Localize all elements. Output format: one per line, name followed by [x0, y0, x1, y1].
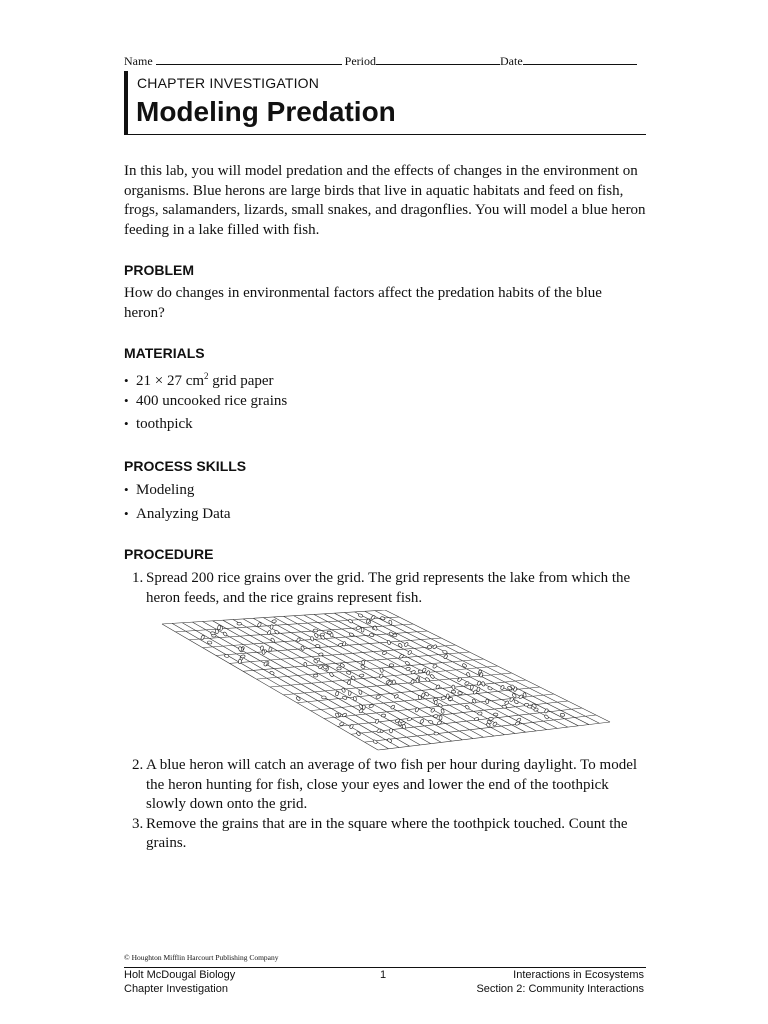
chapter-label: CHAPTER INVESTIGATION [137, 75, 320, 91]
rice-grain [338, 643, 343, 647]
rice-grain [518, 694, 523, 699]
rice-grid-illustration [160, 610, 612, 752]
rice-grain [394, 694, 399, 699]
student-info-line [124, 53, 637, 69]
rice-grain [335, 691, 339, 696]
rice-grain [301, 646, 305, 651]
intro-paragraph: In this lab, you will model predation and the effects of changes in the environment on organisms. Blue herons are large birds that live in aquatic habitats and feed on fish, frogs, salamanders, lizards, small snakes, and dragonflies. You will model a blue heron feeding in a lake filled with fish. [124, 163, 646, 238]
rice-grain [296, 696, 301, 701]
list-item: • toothpick [124, 414, 287, 438]
rice-grain [310, 636, 314, 641]
period-blank[interactable] [376, 53, 500, 65]
title-block [124, 71, 646, 135]
rice-grain [410, 679, 414, 684]
name-blank[interactable] [156, 53, 342, 65]
material-text: grid paper [208, 373, 274, 389]
rice-grain [387, 640, 391, 645]
rice-grain [390, 728, 393, 732]
rice-grain [371, 615, 376, 620]
material-superscript: 2 [204, 371, 209, 381]
rice-grain [477, 681, 481, 686]
rice-grain [381, 714, 386, 717]
grid-line [176, 617, 400, 632]
rice-grain [428, 720, 433, 724]
rice-grain [452, 685, 456, 690]
material-text: 21 × 27 cm [136, 373, 205, 389]
procedure-steps-continued [124, 756, 646, 854]
rice-grain [223, 631, 228, 636]
rice-grain [441, 709, 445, 714]
rice-grain [427, 646, 432, 649]
rice-grain [451, 690, 456, 693]
book-title: Holt McDougal Biology [124, 969, 236, 981]
rice-grain [458, 691, 463, 694]
rice-grain [348, 619, 353, 624]
rice-grain [442, 650, 447, 654]
step-number: 2. [132, 757, 144, 773]
rice-grain [434, 732, 438, 735]
rice-grain [487, 686, 492, 690]
rice-grain [446, 694, 449, 699]
rice-grain [481, 681, 485, 686]
rice-grain [362, 660, 365, 664]
procedure-steps [124, 569, 646, 608]
procedure-step [124, 815, 646, 854]
rice-grain [314, 633, 319, 638]
list-item: • Analyzing Data [124, 504, 231, 528]
rice-grain [515, 721, 520, 726]
rice-grain [347, 680, 351, 685]
rice-grain [441, 696, 446, 700]
document-type: Chapter Investigation [124, 983, 228, 995]
procedure-step [124, 569, 646, 608]
rice-grain [263, 661, 267, 666]
rice-grain [492, 721, 497, 726]
rice-grain [493, 713, 498, 716]
footer-left [124, 968, 235, 996]
rice-grain [320, 635, 325, 640]
rice-grain [418, 670, 423, 673]
rice-grain [359, 674, 364, 677]
rice-grain [360, 665, 365, 670]
rice-grain [359, 690, 363, 695]
rice-grain [389, 664, 394, 667]
rice-grain [390, 705, 395, 710]
list-item: • Modeling [124, 480, 231, 504]
problem-text: How do changes in environmental factors affect the predation habits of the blue heron? [124, 285, 602, 321]
name-label: Name [124, 54, 153, 68]
rice-grain [405, 661, 410, 666]
rice-grain [439, 715, 443, 720]
rice-grain [486, 699, 489, 703]
rice-grain [376, 695, 381, 699]
rice-grain [237, 622, 241, 625]
rice-grain [327, 631, 332, 634]
rice-grain [438, 703, 443, 708]
rice-grain [337, 667, 342, 671]
step-number: 3. [132, 815, 144, 832]
rice-grain [477, 687, 481, 692]
rice-grain [544, 708, 549, 713]
step-text: Spread 200 rice grains over the grid. The grid represents the lake from which the heron feeds, and the rice grains represent fish. [146, 570, 631, 606]
rice-grain [269, 671, 274, 675]
rice-grain [361, 628, 364, 632]
procedure-heading: PROCEDURE [124, 546, 214, 562]
rice-grain [348, 691, 351, 696]
rice-grain [215, 629, 218, 634]
step-text: A blue heron will catch an average of two fish per hour during daylight. To model the heron hunting for fish, close your eyes and lower the end of the toothpick slowly down onto the grid. [146, 757, 638, 812]
section-name: Section 2: Community Interactions [476, 983, 644, 995]
materials-list [124, 367, 287, 438]
rice-grain [406, 667, 411, 671]
rice-grain [210, 631, 215, 635]
rice-grain [313, 629, 318, 632]
rice-grain [313, 674, 317, 677]
rice-grain [315, 644, 320, 647]
rice-grain [477, 712, 482, 716]
rice-grain [430, 674, 435, 679]
rice-grain [272, 619, 277, 623]
rice-grain [432, 664, 437, 669]
rice-grain [514, 699, 519, 704]
date-label: Date [500, 54, 523, 68]
period-label: Period [344, 54, 376, 68]
rice-grain [382, 651, 387, 655]
rice-grain [340, 663, 345, 668]
rice-grain [500, 685, 504, 690]
rice-grain [466, 672, 470, 677]
rice-grain [524, 703, 529, 706]
rice-grain [356, 731, 361, 736]
rice-grain [296, 637, 301, 642]
footer-right [476, 968, 644, 996]
rice-grain [329, 672, 334, 677]
chapter-name: Interactions in Ecosystems [513, 969, 644, 981]
rice-grain [443, 654, 448, 659]
rice-grain [560, 713, 565, 717]
rice-grain [380, 668, 384, 673]
rice-grain [270, 638, 275, 643]
procedure-step [124, 756, 646, 815]
list-item: • 400 uncooked rice grains [124, 391, 287, 415]
rice-grain [464, 681, 469, 685]
rice-grain [437, 720, 442, 725]
rice-grain [356, 626, 361, 630]
rice-grain [407, 650, 412, 655]
process-skills-list [124, 480, 231, 527]
rice-grain [201, 635, 205, 640]
process-skills-heading: PROCESS SKILLS [124, 458, 247, 474]
rice-grain [342, 713, 347, 718]
materials-heading: MATERIALS [124, 345, 205, 361]
step-number: 1. [132, 570, 144, 586]
rice-grain [238, 659, 241, 664]
rice-grain [415, 707, 420, 712]
step-text: Remove the grains that are in the square where the toothpick touched. Count the grains. [146, 815, 628, 851]
page-title: Modeling Predation [136, 96, 396, 127]
page-number: 1 [380, 969, 387, 981]
rice-grain [489, 717, 494, 720]
date-blank[interactable] [523, 53, 637, 65]
grid-line [257, 659, 484, 679]
rice-grain [388, 620, 392, 625]
rice-grain [358, 613, 363, 617]
rice-grain [407, 717, 412, 721]
rice-grain [349, 632, 354, 636]
rice-grain [533, 708, 538, 712]
rice-grain [238, 646, 242, 651]
rice-grain [419, 719, 424, 724]
rice-grain [392, 680, 395, 684]
copyright-notice: © Houghton Mifflin Harcourt Publishing Company [124, 953, 279, 962]
rice-grain [369, 633, 374, 637]
rice-grain [432, 644, 437, 649]
grid-line [270, 666, 498, 687]
list-item [124, 367, 287, 391]
rice-grain [434, 700, 437, 705]
rice-grain [322, 696, 326, 699]
rice-grain [404, 642, 409, 647]
rice-grain [523, 692, 527, 697]
rice-grain [398, 643, 403, 648]
rice-grain [433, 714, 438, 717]
rice-grain [240, 655, 245, 659]
rice-grain [373, 739, 378, 744]
problem-heading: PROBLEM [124, 262, 194, 278]
